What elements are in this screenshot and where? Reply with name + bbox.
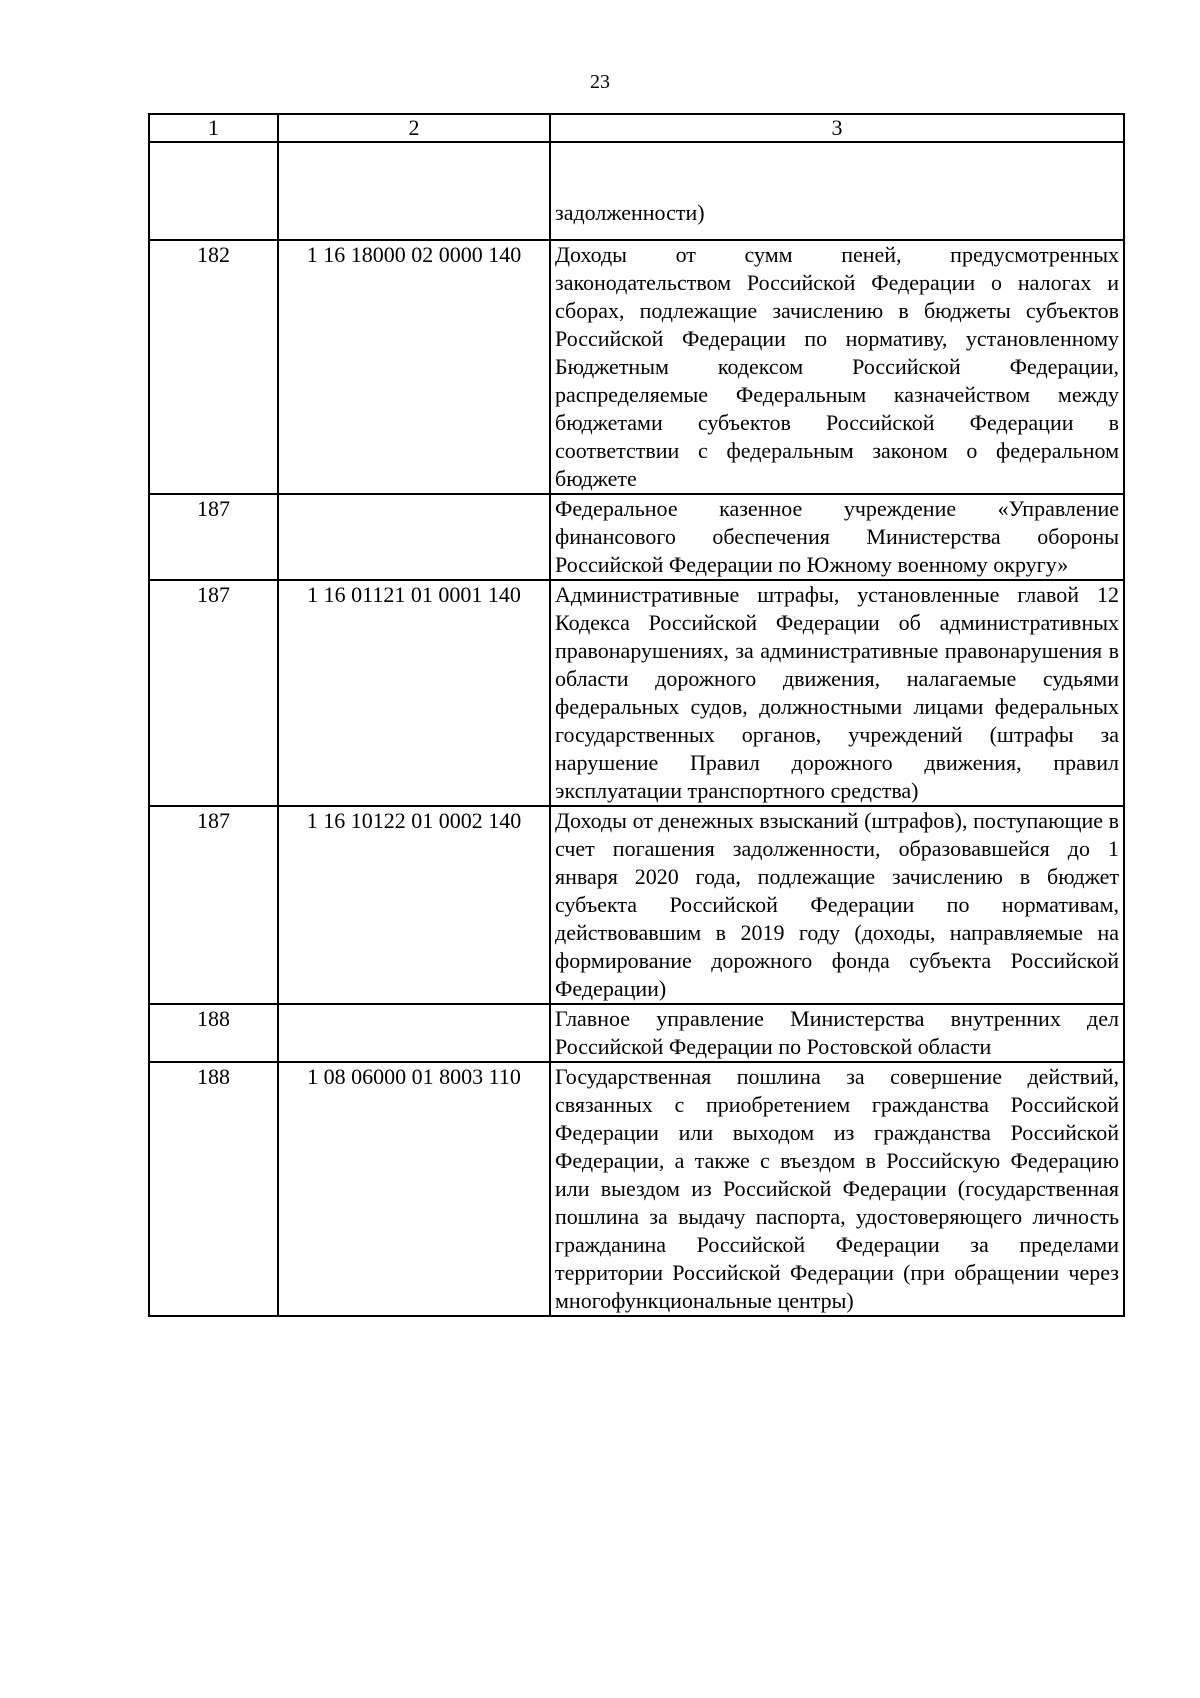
budget-classification-code-cell: 1 16 01121 01 0001 140: [278, 580, 550, 806]
description-cell: Федеральное казенное учреждение «Управление финансового обеспечения Министерства обороны Российской Федерации по Южному военному округу»: [550, 494, 1124, 580]
description-cell: Государственная пошлина за совершение действий, связанных с приобретением гражданства Российской Федерации или выходом из гражданства Российской Федерации, а также с въездом в Российскую Федерацию или выездом из Российской Федерации (государственная пошлина за выдачу паспорта, удостоверяющего личность гражданина Российской Федерации за пределами территории Российской Федерации (при обращении через многофункциональные центры): [550, 1062, 1124, 1316]
administrator-code-cell: 187: [149, 806, 278, 1004]
column-header-1: 1: [149, 114, 278, 142]
column-header-3: 3: [550, 114, 1124, 142]
administrator-code-cell: 188: [149, 1004, 278, 1062]
table-row: [149, 494, 1124, 580]
revenue-codes-table: [148, 113, 1125, 1317]
administrator-code-cell: [149, 142, 278, 240]
budget-classification-code-cell: 1 16 10122 01 0002 140: [278, 806, 550, 1004]
table-row: [149, 240, 1124, 494]
description-cell: Доходы от денежных взысканий (штрафов), поступающие в счет погашения задолженности, образовавшейся до 1 января 2020 года, подлежащие зачислению в бюджет субъекта Российской Федерации по нормативам, действовавшим в 2019 году (доходы, направляемые на формирование дорожного фонда субъекта Российской Федерации): [550, 806, 1124, 1004]
administrator-code-cell: 187: [149, 580, 278, 806]
administrator-code-cell: 182: [149, 240, 278, 494]
budget-classification-code-cell: [278, 1004, 550, 1062]
description-cell: задолженности): [550, 142, 1124, 240]
administrator-code-cell: 188: [149, 1062, 278, 1316]
budget-classification-code-cell: [278, 494, 550, 580]
column-header-2: 2: [278, 114, 550, 142]
administrator-code-cell: 187: [149, 494, 278, 580]
budget-classification-code-cell: 1 16 18000 02 0000 140: [278, 240, 550, 494]
table-row: [149, 580, 1124, 806]
table-row: [149, 1062, 1124, 1316]
description-cell: Административные штрафы, установленные главой 12 Кодекса Российской Федерации об административных правонарушениях, за административные правонарушения в области дорожного движения, налагаемые судьями федеральных судов, должностными лицами федеральных государственных органов, учреждений (штрафы за нарушение Правил дорожного движения, правил эксплуатации транспортного средства): [550, 580, 1124, 806]
budget-classification-code-cell: 1 08 06000 01 8003 110: [278, 1062, 550, 1316]
page-number: 23: [590, 71, 610, 93]
budget-classification-code-cell: [278, 142, 550, 240]
description-cell: Главное управление Министерства внутренних дел Российской Федерации по Ростовской области: [550, 1004, 1124, 1062]
table-row: [149, 806, 1124, 1004]
table-row: [149, 1004, 1124, 1062]
description-cell: Доходы от сумм пеней, предусмотренных законодательством Российской Федерации о налогах и сборах, подлежащие зачислению в бюджеты субъектов Российской Федерации по нормативу, установленному Бюджетным кодексом Российской Федерации, распределяемые Федеральным казначейством между бюджетами субъектов Российской Федерации в соответствии с федеральным законом о федеральном бюджете: [550, 240, 1124, 494]
table-header-row: [149, 114, 1124, 142]
table-row: [149, 142, 1124, 240]
